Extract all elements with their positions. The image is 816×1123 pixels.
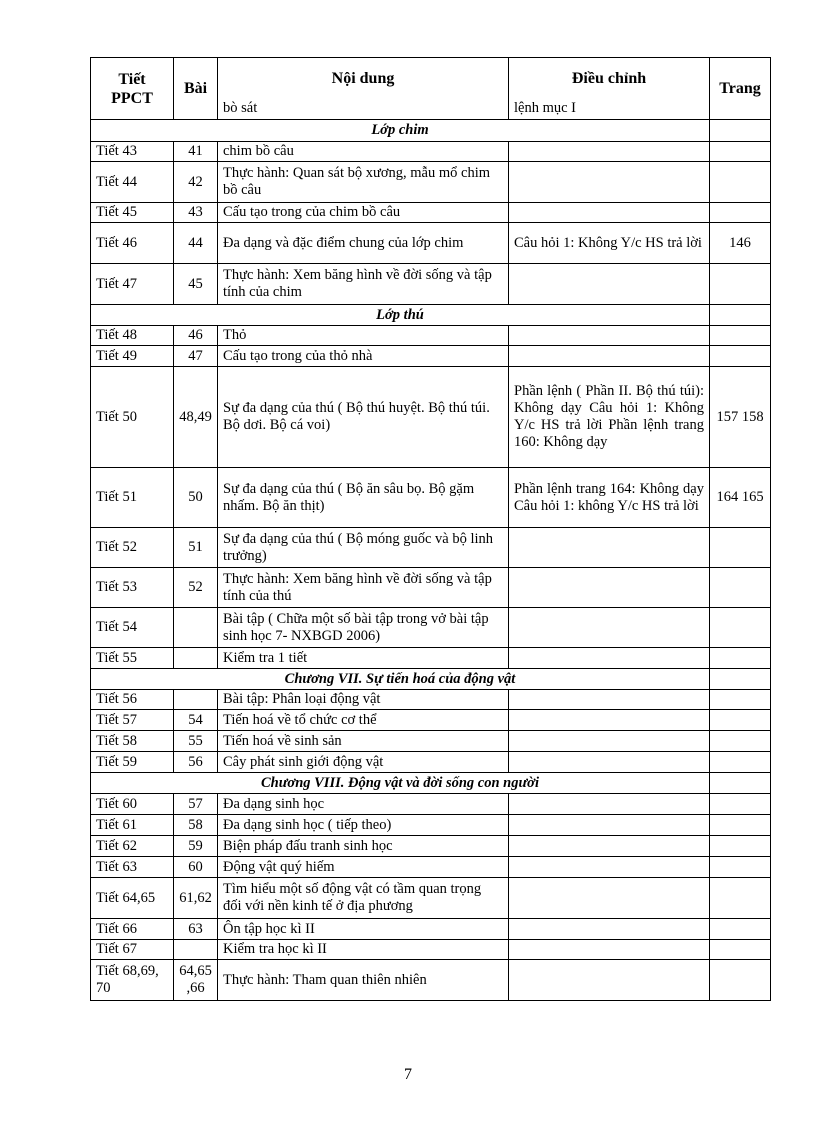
dieu-chinh-cell [509, 752, 710, 773]
tiet-cell: Tiết 46 [91, 223, 174, 264]
bai-cell [174, 608, 218, 648]
tiet-cell: Tiết 59 [91, 752, 174, 773]
tiet-cell: Tiết 52 [91, 528, 174, 568]
header-bai: Bài [174, 58, 218, 120]
noi-dung-cell: Kiểm tra 1 tiết [218, 648, 509, 669]
header-noi-dung: Nội dung [218, 58, 509, 99]
table-row [91, 960, 771, 1001]
dieu-chinh-cell [509, 203, 710, 223]
bai-cell: 46 [174, 326, 218, 346]
bai-cell: 44 [174, 223, 218, 264]
tiet-cell: Tiết 56 [91, 690, 174, 710]
dieu-chinh-cell [509, 162, 710, 203]
section-title-lop-chim: Lớp chim [91, 120, 710, 142]
tiet-cell: Tiết 51 [91, 468, 174, 528]
tiet-cell: Tiết 43 [91, 142, 174, 162]
bai-cell: 47 [174, 346, 218, 367]
bai-cell: 61,62 [174, 878, 218, 919]
noi-dung-cell: Thực hành: Xem băng hình về đời sống và tập tính của thú [218, 568, 509, 608]
tiet-cell: Tiết 54 [91, 608, 174, 648]
tiet-cell: Tiết 45 [91, 203, 174, 223]
table-row [91, 710, 771, 731]
dieu-chinh-cell [509, 960, 710, 1001]
noi-dung-cell: Sự đa dạng của thú ( Bộ móng guốc và bộ linh trưởng) [218, 528, 509, 568]
dieu-chinh-cell [509, 710, 710, 731]
trang-cell [710, 203, 771, 223]
section-title-chuong-vii: Chương VII. Sự tiến hoá của động vật [91, 669, 710, 690]
trang-cell [710, 346, 771, 367]
table-row [91, 857, 771, 878]
dieu-chinh-cell: Câu hỏi 1: Không Y/c HS trả lời [509, 223, 710, 264]
bai-cell: 55 [174, 731, 218, 752]
noi-dung-cell: Thực hành: Quan sát bộ xương, mẫu mổ chim bồ câu [218, 162, 509, 203]
noi-dung-cell: Cấu tạo trong của thỏ nhà [218, 346, 509, 367]
dieu-chinh-cell [509, 568, 710, 608]
bai-cell: 45 [174, 264, 218, 305]
tiet-cell: Tiết 62 [91, 836, 174, 857]
noi-dung-cell: Đa dạng và đặc điểm chung của lớp chim [218, 223, 509, 264]
trang-cell [710, 568, 771, 608]
bai-cell: 59 [174, 836, 218, 857]
noi-dung-cell: Thực hành: Tham quan thiên nhiên [218, 960, 509, 1001]
tiet-cell: Tiết 47 [91, 264, 174, 305]
trang-cell [710, 608, 771, 648]
tiet-cell: Tiết 55 [91, 648, 174, 669]
bai-cell: 56 [174, 752, 218, 773]
dieu-chinh-cell [509, 878, 710, 919]
table-row [91, 919, 771, 940]
trang-cell [710, 940, 771, 960]
trang-cell [710, 264, 771, 305]
tiet-cell: Tiết 58 [91, 731, 174, 752]
table-row [91, 162, 771, 203]
page-number: 7 [404, 1066, 412, 1083]
table-row [91, 648, 771, 669]
noi-dung-cell: Bài tập: Phân loại động vật [218, 690, 509, 710]
trang-cell [710, 326, 771, 346]
continuation-dieu-chinh: lệnh mục I [509, 99, 710, 120]
noi-dung-cell: Cây phát sinh giới động vật [218, 752, 509, 773]
trang-cell: 164 165 [710, 468, 771, 528]
trang-cell [710, 731, 771, 752]
tiet-cell: Tiết 48 [91, 326, 174, 346]
table-row [91, 203, 771, 223]
trang-cell [710, 815, 771, 836]
section-trang-cell [710, 773, 771, 794]
trang-cell [710, 960, 771, 1001]
trang-cell [710, 162, 771, 203]
tiet-cell: Tiết 44 [91, 162, 174, 203]
trang-cell [710, 857, 771, 878]
header-dieu-chinh: Điều chỉnh [509, 58, 710, 99]
noi-dung-cell: chim bồ câu [218, 142, 509, 162]
table-row [91, 367, 771, 468]
dieu-chinh-cell [509, 528, 710, 568]
section-row [91, 305, 771, 326]
trang-cell [710, 878, 771, 919]
tiet-cell: Tiết 49 [91, 346, 174, 367]
section-row [91, 669, 771, 690]
dieu-chinh-cell [509, 264, 710, 305]
table-row [91, 142, 771, 162]
noi-dung-cell: Sự đa dạng của thú ( Bộ ăn sâu bọ. Bộ gặm nhấm. Bộ ăn thịt) [218, 468, 509, 528]
noi-dung-cell: Sự đa dạng của thú ( Bộ thú huyệt. Bộ thú túi. Bộ dơi. Bộ cá voi) [218, 367, 509, 468]
bai-cell: 50 [174, 468, 218, 528]
table-row [91, 468, 771, 528]
bai-cell: 52 [174, 568, 218, 608]
noi-dung-cell: Tìm hiểu một số động vật có tầm quan trọng đối với nền kinh tế ở địa phương [218, 878, 509, 919]
table-row [91, 878, 771, 919]
tiet-cell: Tiết 61 [91, 815, 174, 836]
bai-cell: 57 [174, 794, 218, 815]
section-trang-cell [710, 120, 771, 142]
tiet-cell: Tiết 66 [91, 919, 174, 940]
noi-dung-cell: Thực hành: Xem băng hình về đời sống và tập tính của chim [218, 264, 509, 305]
bai-cell [174, 648, 218, 669]
dieu-chinh-cell [509, 690, 710, 710]
noi-dung-cell: Đa dạng sinh học ( tiếp theo) [218, 815, 509, 836]
bai-cell: 51 [174, 528, 218, 568]
trang-cell [710, 752, 771, 773]
table-row [91, 940, 771, 960]
bai-cell: 58 [174, 815, 218, 836]
tiet-cell: Tiết 60 [91, 794, 174, 815]
noi-dung-cell: Ôn tập học kì II [218, 919, 509, 940]
bai-cell: 64,65 ,66 [174, 960, 218, 1001]
dieu-chinh-cell [509, 608, 710, 648]
table-row [91, 528, 771, 568]
table-row [91, 264, 771, 305]
dieu-chinh-cell [509, 815, 710, 836]
tiet-cell: Tiết 64,65 [91, 878, 174, 919]
tiet-cell: Tiết 68,69, 70 [91, 960, 174, 1001]
bai-cell: 41 [174, 142, 218, 162]
header-tiet-ppct: Tiết PPCT [91, 58, 174, 120]
section-title-chuong-viii: Chương VIII. Động vật và đời sống con người [91, 773, 710, 794]
dieu-chinh-cell [509, 648, 710, 669]
header-trang: Trang [710, 58, 771, 120]
trang-cell [710, 794, 771, 815]
dieu-chinh-cell [509, 940, 710, 960]
table-row [91, 731, 771, 752]
bai-cell: 60 [174, 857, 218, 878]
trang-cell [710, 648, 771, 669]
tiet-cell: Tiết 50 [91, 367, 174, 468]
dieu-chinh-cell: Phần lệnh trang 164: Không dạy Câu hỏi 1: không Y/c HS trả lời [509, 468, 710, 528]
table-row [91, 346, 771, 367]
dieu-chinh-cell [509, 142, 710, 162]
trang-cell: 157 158 [710, 367, 771, 468]
bai-cell: 54 [174, 710, 218, 731]
header-row [91, 58, 771, 99]
noi-dung-cell: Tiến hoá về sinh sản [218, 731, 509, 752]
trang-cell [710, 836, 771, 857]
bai-cell: 43 [174, 203, 218, 223]
table-row [91, 836, 771, 857]
bai-cell: 63 [174, 919, 218, 940]
trang-cell [710, 710, 771, 731]
table-row [91, 690, 771, 710]
trang-cell: 146 [710, 223, 771, 264]
bai-cell: 42 [174, 162, 218, 203]
trang-cell [710, 919, 771, 940]
section-trang-cell [710, 669, 771, 690]
table-row [91, 608, 771, 648]
dieu-chinh-cell [509, 346, 710, 367]
table-row [91, 752, 771, 773]
tiet-cell: Tiết 63 [91, 857, 174, 878]
noi-dung-cell: Thỏ [218, 326, 509, 346]
dieu-chinh-cell [509, 326, 710, 346]
noi-dung-cell: Tiến hoá về tổ chức cơ thể [218, 710, 509, 731]
table-row [91, 568, 771, 608]
trang-cell [710, 528, 771, 568]
trang-cell [710, 142, 771, 162]
dieu-chinh-cell: Phần lệnh ( Phần II. Bộ thú túi): Không dạy Câu hỏi 1: Không Y/c HS trả lời Phần lệnh trang 160: Không dạy [509, 367, 710, 468]
table-row [91, 223, 771, 264]
table-row [91, 326, 771, 346]
section-row [91, 773, 771, 794]
noi-dung-cell: Cấu tạo trong của chim bồ câu [218, 203, 509, 223]
dieu-chinh-cell [509, 919, 710, 940]
dieu-chinh-cell [509, 857, 710, 878]
bai-cell [174, 940, 218, 960]
section-title-lop-thu: Lớp thú [91, 305, 710, 326]
dieu-chinh-cell [509, 731, 710, 752]
trang-cell [710, 690, 771, 710]
noi-dung-cell: Đa dạng sinh học [218, 794, 509, 815]
noi-dung-cell: Động vật quý hiếm [218, 857, 509, 878]
noi-dung-cell: Bài tập ( Chữa một số bài tập trong vở bài tập sinh học 7- NXBGD 2006) [218, 608, 509, 648]
continuation-noi-dung: bò sát [218, 99, 509, 120]
tiet-cell: Tiết 57 [91, 710, 174, 731]
curriculum-table [90, 57, 771, 1001]
section-row [91, 120, 771, 142]
section-trang-cell [710, 305, 771, 326]
bai-cell [174, 690, 218, 710]
tiet-cell: Tiết 67 [91, 940, 174, 960]
table-row [91, 794, 771, 815]
dieu-chinh-cell [509, 836, 710, 857]
table-row [91, 815, 771, 836]
tiet-cell: Tiết 53 [91, 568, 174, 608]
noi-dung-cell: Kiểm tra học kì II [218, 940, 509, 960]
bai-cell: 48,49 [174, 367, 218, 468]
dieu-chinh-cell [509, 794, 710, 815]
noi-dung-cell: Biện pháp đấu tranh sinh học [218, 836, 509, 857]
